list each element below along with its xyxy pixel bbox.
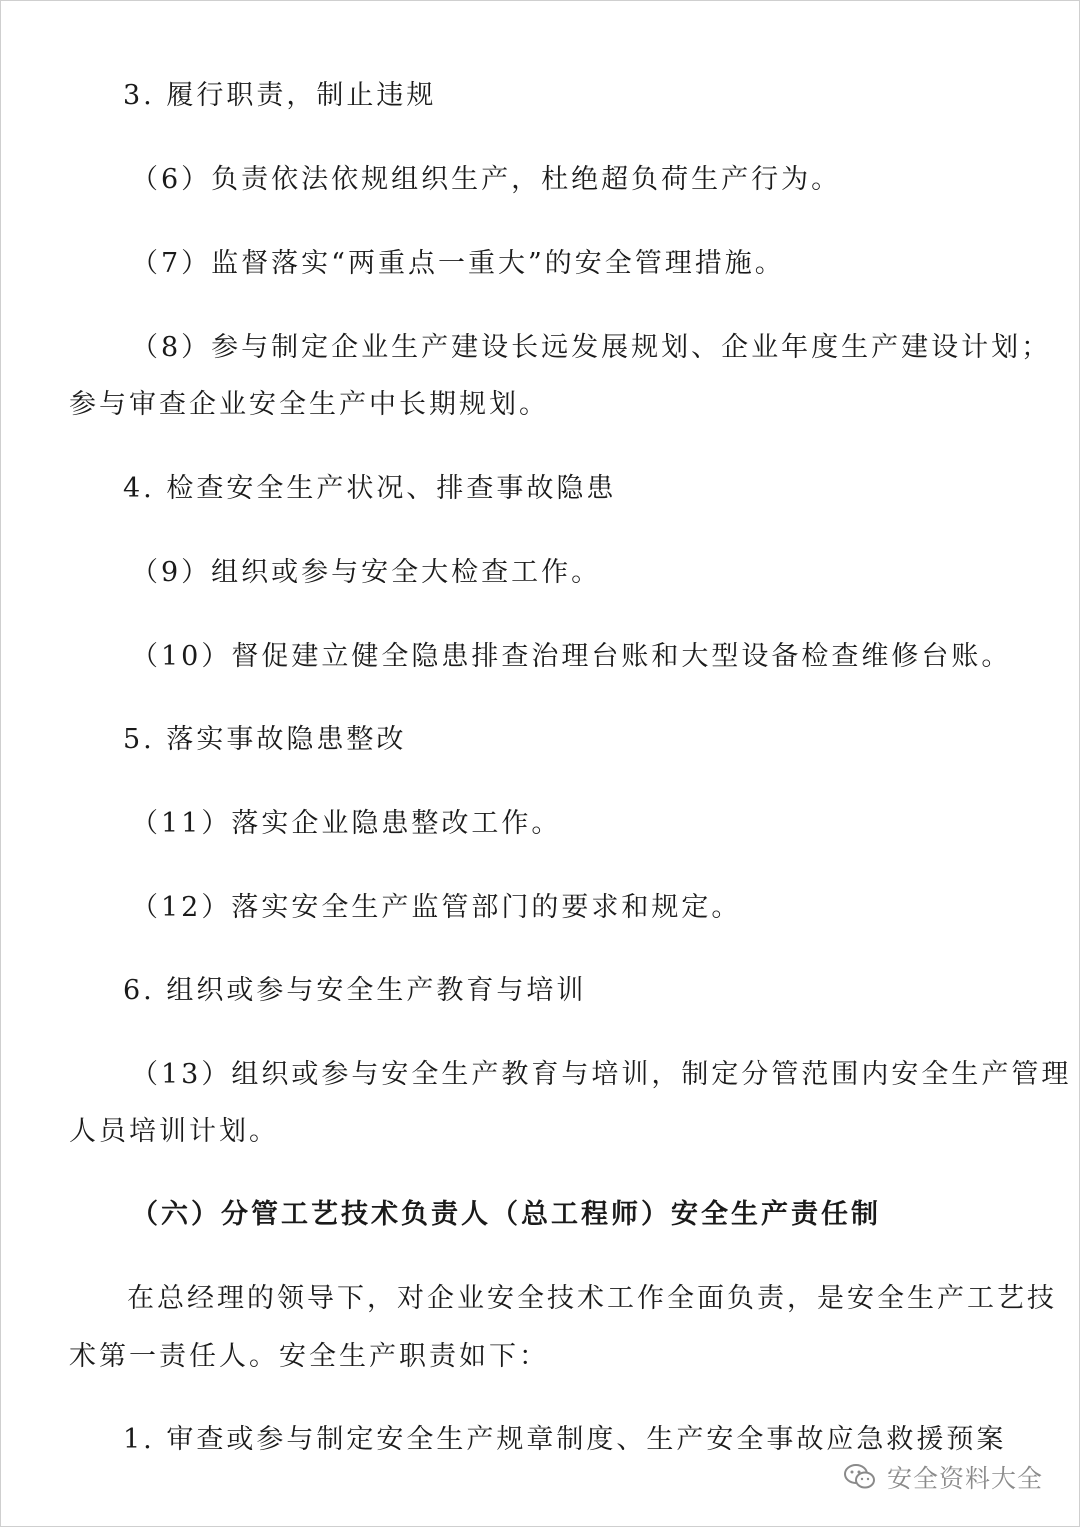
- section-heading: 1. 审查或参与制定安全生产规章制度、生产安全事故应急救援预案: [123, 1424, 1007, 1455]
- paragraph: （6）负责依法依规组织生产，杜绝超负荷生产行为。: [131, 164, 842, 195]
- section-heading: 6. 组织或参与安全生产教育与培训: [123, 975, 587, 1006]
- paragraph: （13）组织或参与安全生产教育与培训，制定分管范围内安全生产管理: [131, 1059, 1072, 1090]
- paragraph: （9）组织或参与安全大检查工作。: [131, 557, 602, 588]
- paragraph-continuation: 术第一责任人。安全生产职责如下：: [69, 1341, 549, 1372]
- paragraph: （7）监督落实“两重点一重大”的安全管理措施。: [131, 248, 785, 279]
- paragraph: （11）落实企业隐患整改工作。: [131, 808, 562, 839]
- wechat-icon: [843, 1462, 877, 1492]
- watermark: [843, 1459, 1043, 1495]
- paragraph: （12）落实安全生产监管部门的要求和规定。: [131, 892, 742, 923]
- paragraph: 在总经理的领导下，对企业安全技术工作全面负责，是安全生产工艺技: [127, 1283, 1057, 1314]
- paragraph: （10）督促建立健全隐患排查治理台账和大型设备检查维修台账。: [131, 641, 1012, 672]
- section-heading: 3. 履行职责，制止违规: [123, 80, 437, 111]
- section-heading: 5. 落实事故隐患整改: [123, 724, 407, 755]
- chapter-heading: （六）分管工艺技术负责人（总工程师）安全生产责任制: [131, 1199, 881, 1230]
- paragraph: （8）参与制定企业生产建设长远发展规划、企业年度生产建设计划；: [131, 332, 1052, 363]
- paragraph-continuation: 人员培训计划。: [69, 1116, 279, 1147]
- section-heading: 4. 检查安全生产状况、排查事故隐患: [123, 473, 617, 504]
- watermark-text: 安全资料大全: [886, 1464, 1043, 1493]
- paragraph-continuation: 参与审查企业安全生产中长期规划。: [69, 389, 549, 420]
